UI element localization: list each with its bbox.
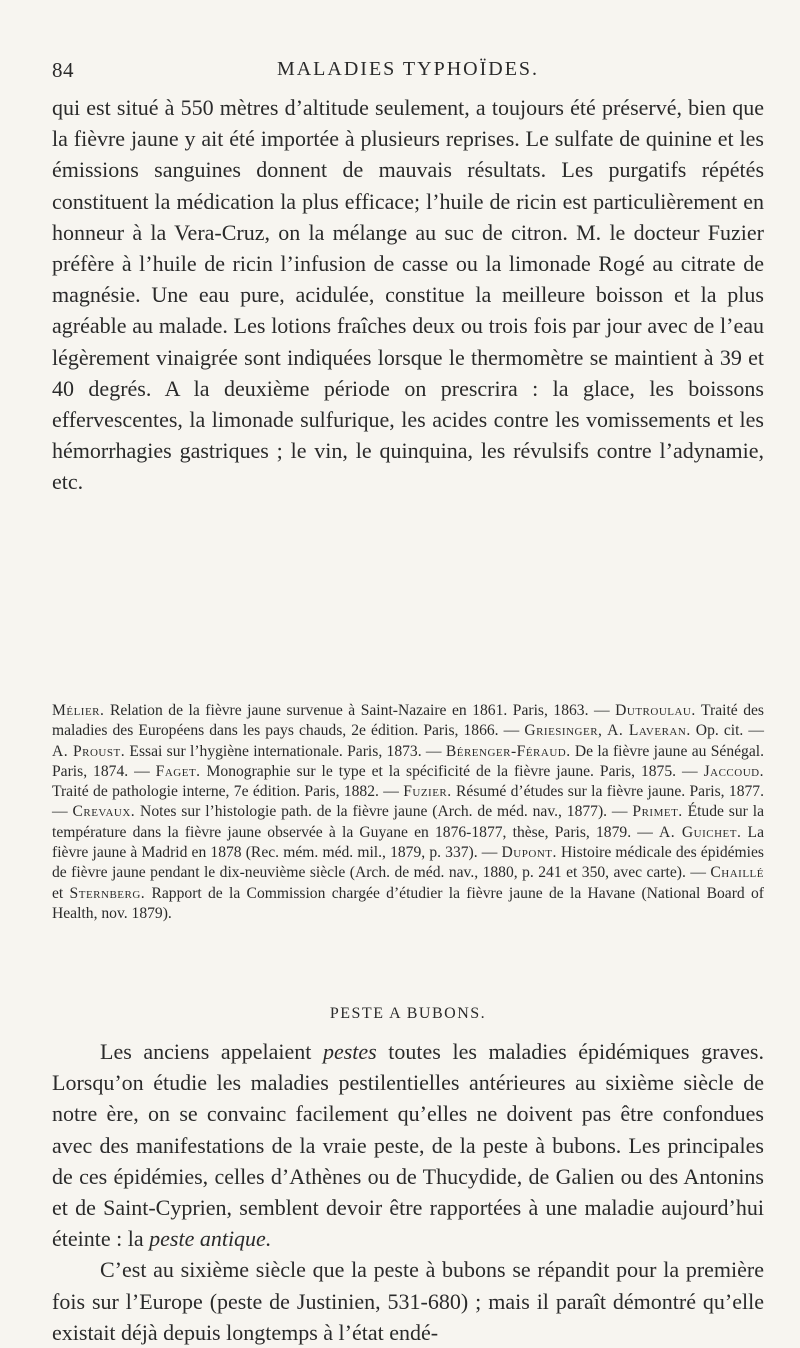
reference-author: Primet. bbox=[632, 803, 683, 821]
text-run: toutes les maladies épidémiques graves. Lorsqu’on étudie les maladies pestilentielles antérieures au sixième siècle de notre ère, on se convainc facilement qu’elles ne doivent pas être confondues avec des manifestations de la vraie peste, de la peste à bubons. Les principales de ces épidémies, celles d’Athènes ou de Thucydide, de Galien ou des Antonins et de Saint-Cyprien, semblent devoir être rapportées à une maladie aujourd’hui éteinte : la bbox=[52, 1039, 764, 1252]
reference-author: Griesinger, A. Laveran. bbox=[524, 722, 691, 740]
page-header bbox=[52, 58, 764, 86]
reference-text: Traité de pathologie interne, 7e édition. Paris, 1882. — bbox=[52, 783, 404, 801]
reference-text: Histoire médicale des épidémies de fièvre jaune pendant le dix-neuvième siècle (Arch. de méd. nav., 1880, p. 241 et 350, avec carte). — bbox=[52, 844, 765, 882]
reference-text: La fièvre jaune à Madrid en 1878 (Rec. mém. méd. mil., 1879, p. 337). — bbox=[52, 823, 764, 862]
reference-text: Rapport de la Commission chargée d’étudier la fièvre jaune de la Havane (National Board of Health, nov. 1879). bbox=[52, 884, 765, 922]
reference-text: De la fièvre jaune au Sénégal. Paris, 1874. — bbox=[52, 742, 764, 780]
reference-author: Mélier. bbox=[52, 702, 105, 719]
italic-term: peste antique. bbox=[149, 1226, 272, 1252]
reference-text: Essai sur l’hygiène internationale. Paris, 1873. — bbox=[125, 742, 446, 760]
reference-author: Sternberg. bbox=[69, 884, 146, 902]
reference-text: Étude sur la température dans la fièvre jaune observée à la Guyane en 1876-1877, thèse, Paris, 1879. — bbox=[52, 803, 764, 841]
reference-author: Jaccoud. bbox=[703, 762, 764, 780]
reference-author: A. Proust. bbox=[52, 742, 126, 760]
section-paragraph-1 bbox=[52, 1036, 764, 1254]
main-paragraph: qui est situé à 550 mètres d’altitude seulement, a toujours été préservé, bien que la fièvre jaune y ait été importée à plusieurs reprises. Le sulfate de quinine et les émissions sanguines donnent de mauvais résultats. Les purgatifs répétés constituent la médication la plus efficace; l’huile de ricin est particulièrement en honneur à la Vera-Cruz, on la mélange au suc de citron. M. le docteur Fuzier préfère à l’huile de ricin l’infusion de casse ou la limonade Rogé au citrate de magnésie. Une eau pure, acidulée, constitue la meilleure boisson et la plus agréable au malade. Les lotions fraîches deux ou trois fois par jour avec de l’eau légèrement vinaigrée sont indiquées lorsque le thermomètre se maintient à 39 et 40 degrés. A la deuxième période on prescrira : la glace, les boissons effervescentes, la limonade sulfurique, les acides contre les vomissements et les hémorrhagies gastriques ; le vin, le quinquina, les révulsifs contre l’adynamie, etc. bbox=[52, 95, 764, 495]
reference-author: Faget. bbox=[155, 762, 201, 780]
reference-text: Op. cit. — bbox=[690, 722, 764, 740]
reference-text: et bbox=[52, 884, 70, 902]
reference-text: Résumé d’études sur la fièvre jaune. Paris, 1877. — bbox=[52, 783, 764, 821]
reference-author: Fuzier. bbox=[403, 783, 452, 801]
section-body bbox=[52, 1036, 764, 1348]
reference-text: Traité des maladies des Européens dans les pays chauds, 2e édition. Paris, 1866. — bbox=[52, 702, 765, 740]
italic-term: pestes bbox=[322, 1039, 377, 1064]
reference-author: Chaillé bbox=[710, 864, 764, 882]
reference-text: Monographie sur le type et la spécificité de la fièvre jaune. Paris, 1875. — bbox=[200, 762, 704, 780]
running-title: MALADIES TYPHOÏDES. bbox=[276, 58, 540, 80]
reference-text: Notes sur l’histologie path. de la fièvre jaune (Arch. de méd. nav., 1877). — bbox=[135, 803, 633, 821]
page-number: 84 bbox=[52, 58, 74, 82]
reference-author: Crevaux. bbox=[72, 803, 136, 821]
section-paragraph-2: C’est au sixième siècle que la peste à bubons se répandit pour la première fois sur l’Europe (peste de Justinien, 531-680) ; mais il paraît démontré qu’elle existait déjà depuis longtemps à l’état endé- bbox=[52, 1257, 764, 1345]
bibliography bbox=[52, 701, 764, 924]
reference-author: Dupont. bbox=[501, 844, 557, 862]
section-title: PESTE A BUBONS. bbox=[329, 1005, 487, 1022]
reference-author: Bérenger-Féraud. bbox=[445, 742, 571, 760]
reference-author: Dutroulau. bbox=[615, 702, 696, 719]
reference-author: A. Guichet. bbox=[659, 823, 742, 841]
reference-text: Relation de la fièvre jaune survenue à Saint-Nazaire en 1861. Paris, 1863. — bbox=[104, 702, 616, 719]
text-run: Les anciens appelaient bbox=[100, 1039, 323, 1064]
